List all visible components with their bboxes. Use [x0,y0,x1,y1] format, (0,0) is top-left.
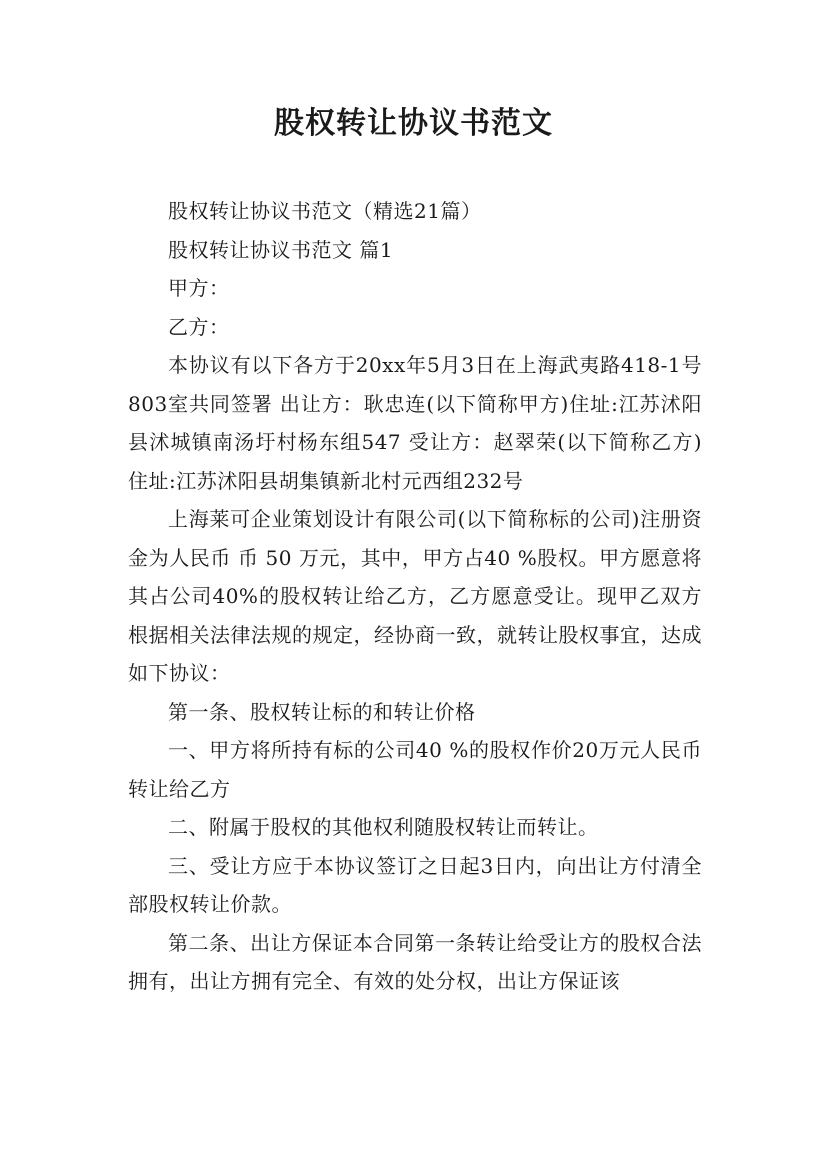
paragraph-article-1-item-1: 一、甲方将所持有标的公司40 %的股权作价20万元人民币转让给乙方 [128,738,702,801]
paragraph-subtitle: 股权转让协议书范文（精选21篇） [168,199,482,223]
paragraph-party-a: 甲方： [168,276,230,300]
paragraph-section-heading: 股权转让协议书范文 篇1 [168,237,394,262]
paragraph-article-1-item-2: 二、附属于股权的其他权利随股权转让而转让。 [168,815,599,839]
paragraph-article-1-heading: 第一条、股权转让标的和转让价格 [168,699,476,724]
paragraph-article-1-item-3: 三、受让方应于本协议签订之日起3日内，向出让方付清全部股权转让价款。 [128,853,702,916]
paragraph-article-2: 第二条、出让方保证本合同第一条转让给受让方的股权合法拥有，出让方拥有完全、有效的处分权，出让方保证该 [128,930,702,993]
paragraph-signing-info: 本协议有以下各方于20xx年5月3日在上海武夷路418-1号803室共同签署 出让方：耿忠连(以下简称甲方)住址:江苏沭阳县沭城镇南汤圩村杨东组547 受让方：赵翠荣(以下简称乙方)住址:江苏沭阳县胡集镇新北村元西组232号 [128,353,702,493]
page-title: 股权转让协议书范文 [274,106,553,141]
document-body [128,192,702,1001]
paragraph-party-b: 乙方： [168,314,230,339]
paragraph-company-info: 上海莱可企业策划设计有限公司(以下简称标的公司)注册资金为人民币 币 50 万元，其中，甲方占40 %股权。甲方愿意将其占公司40%的股权转让给乙方，乙方愿意受让。现甲乙双方根据相关法律法规的规定，经协商一致，就转让股权事宜，达成如下协议： [128,507,702,685]
